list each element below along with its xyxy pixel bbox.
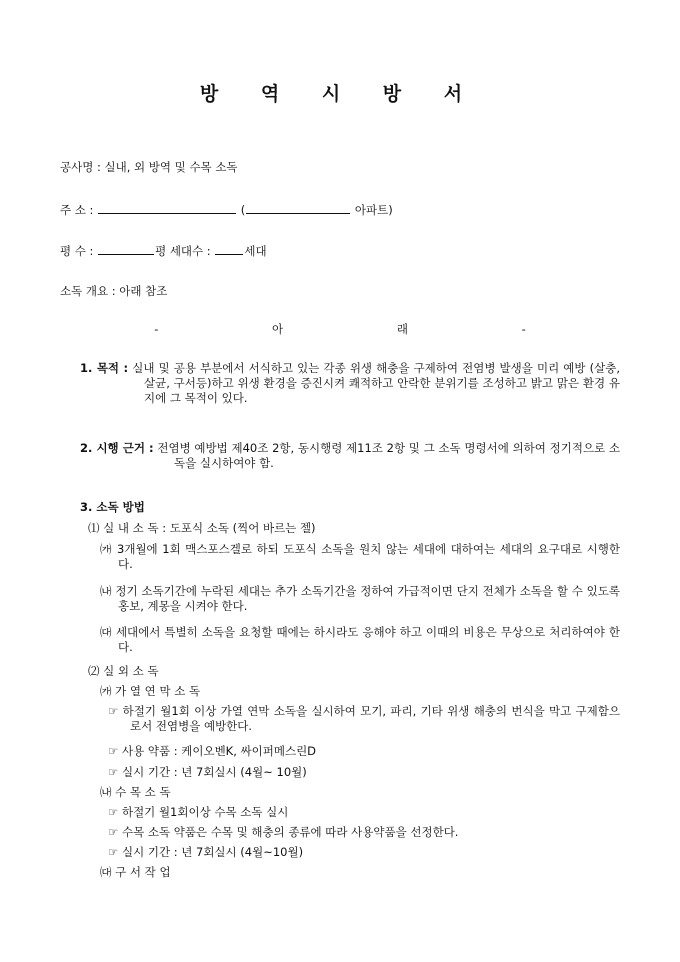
section-method-heading: 3. 소독 방법 [80,500,145,514]
apartment-blank[interactable] [246,202,350,214]
tree-bullet-2: ☞ 수목 소독 약품은 수목 및 해충의 종류에 따라 사용약품을 선정한다. [108,825,459,839]
tree-bullet-1: ☞ 하절기 월1회이상 수목 소독 실시 [108,805,289,819]
indoor-item-1: ㈎ 3개월에 1회 맥스포스겔로 하되 도포식 소독을 원치 않는 세대에 대하여는 세대의 요구대로 시행한다. [100,542,620,571]
fogging-label: ㈎ 가 열 연 막 소 독 [100,684,201,698]
fogging-bullet-3: ☞ 실시 기간 : 년 7회실시 (4월~ 10월) [108,765,307,779]
document-title: 방 역 시 방 서 [199,83,481,105]
address-line [60,202,393,218]
address-suffix: 아파트) [354,203,393,217]
outdoor-disinfection-label: ⑵ 실 외 소 독 [88,664,159,678]
rodent-control-label: ㈐ 구 서 작 업 [100,865,171,879]
divider-heading: - 아 래 - [154,322,526,336]
section-purpose-text: 실내 및 공용 부분에서 서식하고 있는 각종 위생 해충을 구제하여 전염병 발생을 미리 예방 (살충, 살균, 구서등)하고 위생 환경을 증진시켜 쾌적하고 안락한 분위기를 조성하고 밝고 맑은 환경 유지에 그 목적이 있다. [132,361,620,405]
tree-bullet-3: ☞ 실시 기간 : 년 7회실시 (4월~10월) [108,845,304,859]
area-blank[interactable] [98,243,154,255]
section-legal-heading: 2. 시행 근거 : [80,441,154,455]
section-purpose [80,361,620,406]
address-blank[interactable] [98,202,236,214]
address-paren: ( [240,203,246,217]
address-label: 주 소 : [60,203,94,217]
area-line [60,243,267,259]
indoor-item-3: ㈐ 세대에서 특별히 소독을 요청할 때에는 하시라도 응해야 하고 이때의 비용은 무상으로 처리하여야 한다. [100,625,620,654]
households-unit: 세대 [244,244,267,258]
area-unit: 평 세대수 : [155,244,211,258]
project-name-line: 공사명 : 실내, 외 방역 및 수목 소독 [60,160,238,174]
households-blank[interactable] [215,243,243,255]
area-label: 평 수 : [60,244,94,258]
indoor-item-2: ㈏ 정기 소독기간에 누락된 세대는 추가 소독기간을 정하여 가급적이면 단지 전체가 소독을 할 수 있도록 홍보, 계몽을 시켜야 한다. [100,584,620,613]
fogging-bullet-1: ☞ 하절기 월1회 이상 가열 연막 소독을 실시하여 모기, 파리, 기타 위생 해충의 번식을 막고 구제함으로서 전염병을 예방한다. [108,704,620,733]
fogging-bullet-2: ☞ 사용 약품 : 케이오벤K, 싸이퍼메스린D [108,744,317,758]
tree-disinfection-label: ㈏ 수 목 소 독 [100,785,171,799]
indoor-disinfection-label: ⑴ 실 내 소 독 : 도포식 소독 (찍어 바르는 젤) [88,521,316,535]
overview-line: 소독 개요 : 아래 참조 [60,284,168,298]
section-legal-basis [80,441,620,471]
section-legal-text: 전염병 예방법 제40조 2항, 동시행령 제11조 2항 및 그 소독 명령서에 의하여 정기적으로 소독을 실시하여야 함. [157,441,621,470]
section-purpose-heading: 1. 목적 : [80,361,129,375]
